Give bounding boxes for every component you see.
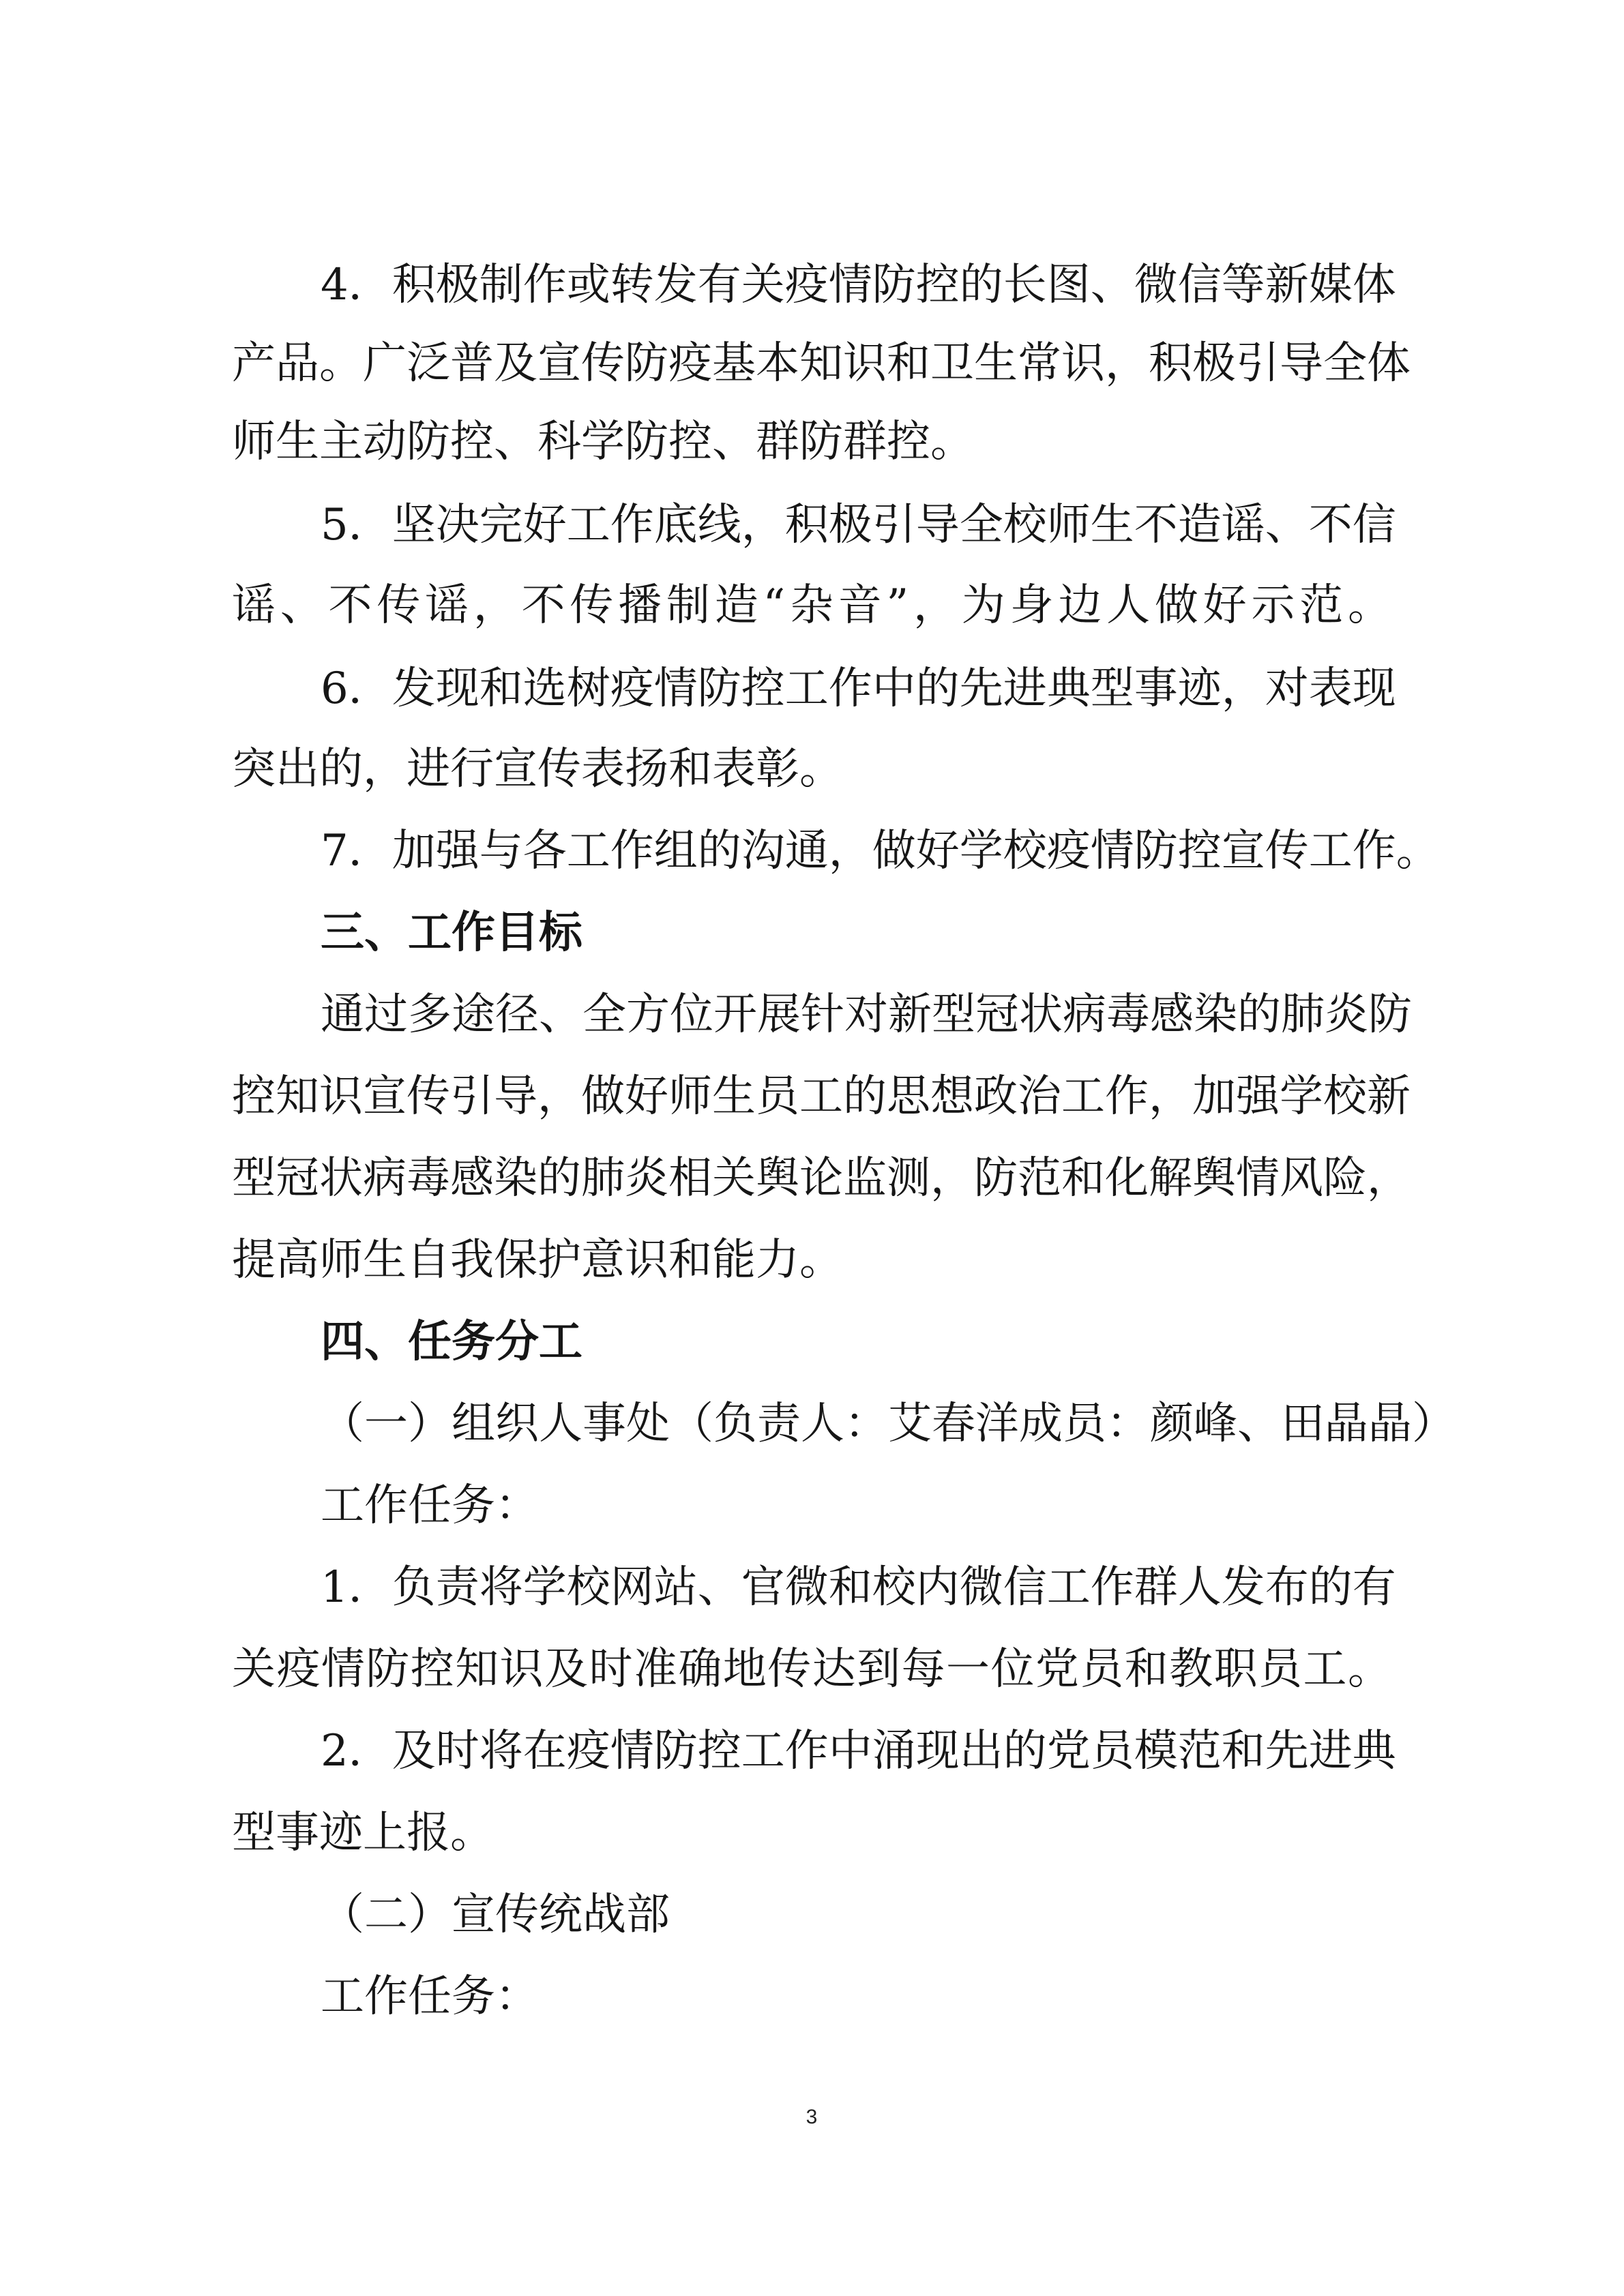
task-1-line-1: 1．负责将学校网站、官微和校内微信工作群人发布的有 bbox=[321, 1562, 1396, 1613]
goal-line-1: 通过多途径、全方位开展针对新型冠状病毒感染的肺炎防 bbox=[321, 989, 1412, 1040]
goal-line-3: 型冠状病毒感染的肺炎相关舆论监测，防范和化解舆情风险， bbox=[232, 1153, 1411, 1204]
task-1-line-2: 关疫情防控知识及时准确地传达到每一位党员和教职员工。 bbox=[232, 1644, 1391, 1695]
page-number: 3 bbox=[806, 2106, 818, 2128]
item-4-line-2: 产品。广泛普及宣传防疫基本知识和卫生常识，积极引导全体 bbox=[232, 338, 1411, 389]
task-2-line-2: 型事迹上报。 bbox=[232, 1808, 494, 1858]
item-6-line-2: 突出的，进行宣传表扬和表彰。 bbox=[232, 744, 843, 794]
item-7-line-1: 7．加强与各工作组的沟通，做好学校疫情防控宣传工作。 bbox=[321, 826, 1440, 876]
item-4-line-1: 4．积极制作或转发有关疫情防控的长图、微信等新媒体 bbox=[321, 260, 1396, 310]
item-4-line-3: 师生主动防控、科学防控、群防群控。 bbox=[232, 417, 974, 467]
section-three-heading: 三、工作目标 bbox=[321, 908, 582, 958]
goal-line-4: 提高师生自我保护意识和能力。 bbox=[232, 1235, 843, 1285]
task-label-2: 工作任务： bbox=[321, 1971, 539, 2022]
item-6-line-1: 6．发现和选树疫情防控工作中的先进典型事迹，对表现 bbox=[321, 664, 1396, 714]
section-four-heading: 四、任务分工 bbox=[321, 1317, 582, 1367]
goal-line-2: 控知识宣传引导，做好师生员工的思想政治工作，加强学校新 bbox=[232, 1071, 1411, 1122]
task-label-1: 工作任务： bbox=[321, 1480, 539, 1531]
task-2-line-1: 2．及时将在疫情防控工作中涌现出的党员模范和先进典 bbox=[321, 1726, 1396, 1776]
subsection-two-heading: （二）宣传统战部 bbox=[321, 1890, 670, 1940]
item-5-line-1: 5．坚决完好工作底线，积极引导全校师生不造谣、不信 bbox=[321, 500, 1396, 550]
subsection-one-heading: （一）组织人事处（负责人：艾春洋成员：颜峰、田晶晶） bbox=[321, 1399, 1456, 1449]
item-5-line-2: 谣、不传谣，不传播制造“杂音”，为身边人做好示范。 bbox=[232, 580, 1391, 631]
